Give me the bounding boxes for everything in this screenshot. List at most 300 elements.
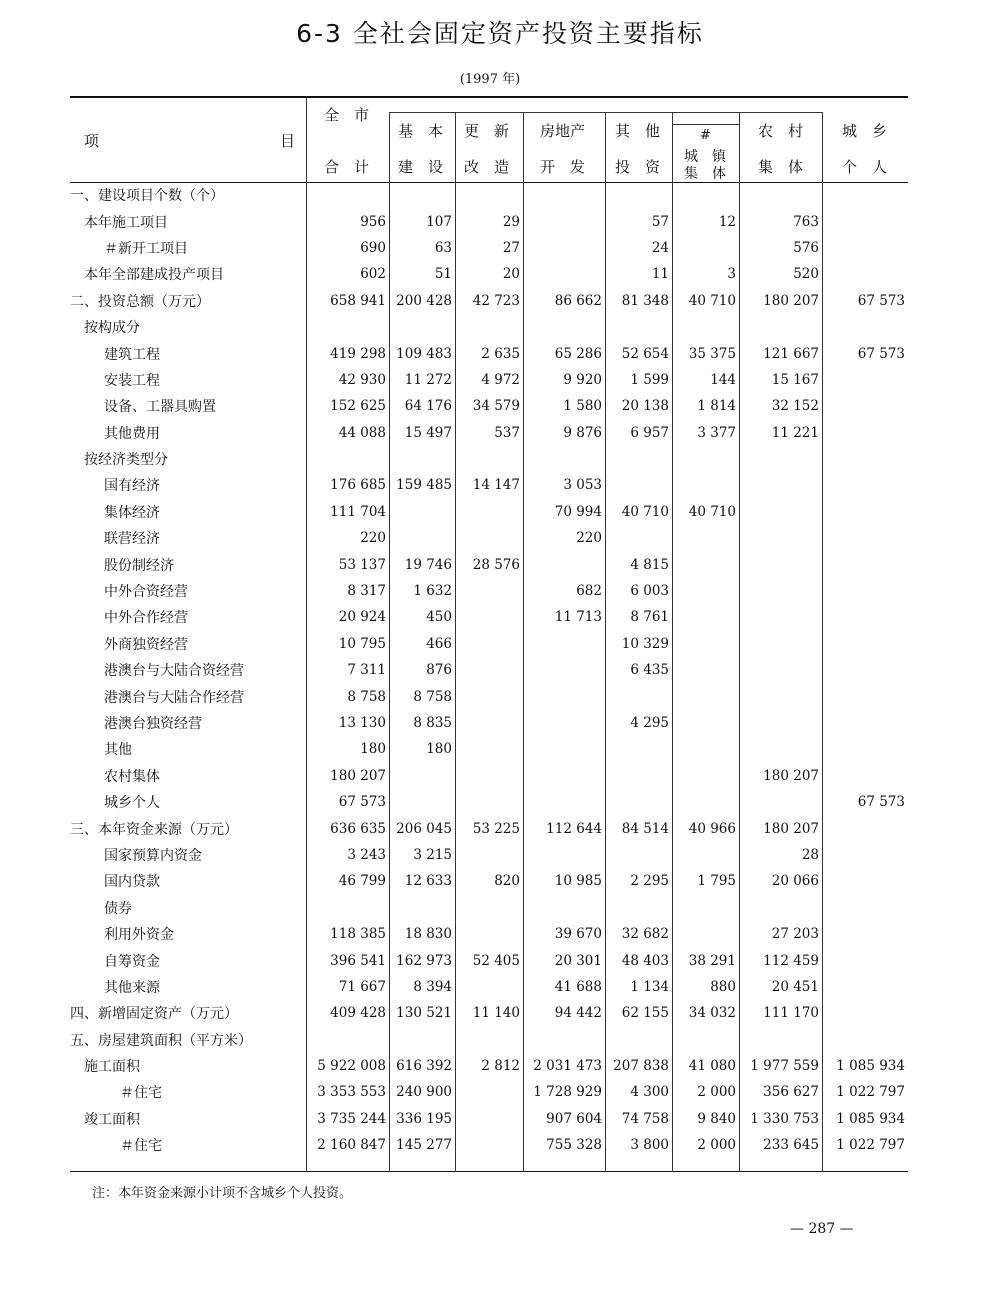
- value-cell: [455, 657, 523, 683]
- value-cell: [739, 446, 822, 472]
- header-urban-mid: 城 镇: [684, 149, 726, 165]
- value-cell: [739, 525, 822, 551]
- value-cell: 9 920: [563, 371, 602, 388]
- row-label: 二、投资总额（万元）: [70, 293, 210, 310]
- value-cell: 8 317: [347, 583, 386, 600]
- value-cell: 64 176: [404, 398, 452, 415]
- value-cell: [739, 578, 822, 604]
- value-cell: [739, 314, 822, 340]
- value-cell: 180 207: [763, 292, 819, 309]
- value-cell: [523, 631, 605, 657]
- value-cell: [822, 710, 908, 736]
- value-cell: [523, 261, 605, 287]
- table-row: [70, 393, 908, 419]
- value-cell: [389, 763, 455, 789]
- value-cell: [523, 235, 605, 261]
- value-cell: [739, 895, 822, 921]
- value-cell: 450: [426, 609, 452, 626]
- value-cell: [523, 446, 605, 472]
- value-cell: 3 215: [413, 846, 452, 863]
- row-label: 按构成分: [84, 320, 140, 337]
- row-label: 自筹资金: [104, 953, 160, 970]
- value-cell: 2 812: [481, 1058, 520, 1075]
- value-cell: 15 167: [771, 371, 819, 388]
- value-cell: [822, 604, 908, 630]
- value-cell: 63: [434, 239, 452, 256]
- table-row: [70, 631, 908, 657]
- value-cell: 86 662: [554, 292, 602, 309]
- value-cell: 1 814: [697, 398, 736, 415]
- value-cell: 200 428: [396, 292, 452, 309]
- row-label: 农村集体: [104, 768, 160, 785]
- table-row: [70, 895, 908, 921]
- value-cell: 94 442: [554, 1005, 602, 1022]
- value-cell: [523, 763, 605, 789]
- table-row: [70, 974, 908, 1000]
- value-cell: 8 761: [630, 609, 669, 626]
- row-label: 港澳台独资经营: [104, 716, 202, 732]
- value-cell: [822, 895, 908, 921]
- value-cell: 907 604: [546, 1110, 602, 1127]
- value-cell: 1 134: [630, 978, 669, 995]
- value-cell: [739, 710, 822, 736]
- value-cell: 876: [426, 662, 452, 679]
- value-cell: 180 207: [330, 767, 386, 784]
- table-row: [70, 683, 908, 709]
- value-cell: 636 635: [330, 820, 386, 837]
- table-row: [70, 842, 908, 868]
- value-cell: 70 994: [554, 503, 602, 520]
- value-cell: 6 435: [630, 662, 669, 679]
- value-cell: 2 295: [630, 873, 669, 890]
- value-cell: [822, 657, 908, 683]
- value-cell: [739, 657, 822, 683]
- value-cell: [389, 314, 455, 340]
- value-cell: 159 485: [396, 477, 452, 494]
- table-row: [70, 340, 908, 366]
- value-cell: [739, 499, 822, 525]
- value-cell: [523, 1027, 605, 1053]
- value-cell: 67 573: [857, 345, 905, 362]
- value-cell: 19 746: [404, 556, 452, 573]
- row-label: 国家预算内资金: [104, 847, 202, 864]
- row-label: 港澳台与大陆合资经营: [104, 663, 244, 680]
- value-cell: [672, 1027, 739, 1053]
- value-cell: 3 377: [697, 424, 736, 441]
- header-total-bottom: 合 计: [324, 158, 370, 176]
- value-cell: [523, 789, 605, 815]
- value-cell: 11 221: [771, 424, 819, 441]
- value-cell: 20 066: [771, 873, 819, 890]
- value-cell: [822, 235, 908, 261]
- value-cell: 111 704: [330, 503, 386, 520]
- value-cell: [672, 182, 739, 208]
- header-indiv-bottom: 个 人: [842, 158, 888, 176]
- value-cell: [455, 1132, 523, 1158]
- value-cell: 11 140: [472, 1005, 520, 1022]
- table-row: [70, 1000, 908, 1026]
- value-cell: 3 243: [347, 846, 386, 863]
- value-cell: 1 632: [413, 583, 452, 600]
- value-cell: 32 682: [621, 926, 669, 943]
- value-cell: [822, 472, 908, 498]
- value-cell: 2 160 847: [317, 1137, 386, 1154]
- value-cell: [605, 446, 672, 472]
- value-cell: [739, 604, 822, 630]
- value-cell: [523, 314, 605, 340]
- value-cell: [455, 446, 523, 472]
- value-cell: [739, 472, 822, 498]
- value-cell: [822, 499, 908, 525]
- value-cell: [605, 789, 672, 815]
- table-row: [70, 182, 908, 208]
- value-cell: 1 977 559: [750, 1058, 819, 1075]
- value-cell: 537: [494, 424, 520, 441]
- value-cell: 67 573: [857, 292, 905, 309]
- table-row: [70, 868, 908, 894]
- value-cell: [523, 895, 605, 921]
- value-cell: [822, 842, 908, 868]
- value-cell: 576: [793, 239, 819, 256]
- value-cell: [389, 446, 455, 472]
- value-cell: [822, 208, 908, 234]
- value-cell: 11 272: [404, 371, 452, 388]
- header-urban-mark: #: [700, 128, 711, 143]
- year-subtitle: (1997 年): [459, 72, 521, 87]
- value-cell: 42 930: [338, 371, 386, 388]
- value-cell: [822, 182, 908, 208]
- value-cell: 4 295: [630, 715, 669, 731]
- value-cell: 34 032: [688, 1005, 736, 1022]
- value-cell: [455, 525, 523, 551]
- value-cell: 35 375: [688, 345, 736, 362]
- value-cell: 1 022 797: [836, 1137, 905, 1154]
- header-renew-bottom: 改 造: [464, 158, 510, 176]
- value-cell: [455, 604, 523, 630]
- value-cell: [822, 921, 908, 947]
- table-row: [70, 261, 908, 287]
- value-cell: [822, 314, 908, 340]
- header-realestate-top: 房地产: [540, 122, 586, 140]
- value-cell: 9 876: [563, 424, 602, 441]
- value-cell: [672, 657, 739, 683]
- value-cell: 1 085 934: [836, 1058, 905, 1075]
- value-cell: [739, 736, 822, 762]
- value-cell: 180: [360, 741, 386, 758]
- value-cell: [739, 631, 822, 657]
- value-cell: 616 392: [396, 1058, 452, 1075]
- value-cell: 240 900: [396, 1084, 452, 1101]
- value-cell: 57: [651, 213, 669, 230]
- value-cell: 67 573: [338, 794, 386, 811]
- value-cell: 880: [710, 978, 736, 995]
- value-cell: 11: [651, 266, 669, 283]
- value-cell: [672, 631, 739, 657]
- row-label: 三、本年资金来源（万元）: [70, 821, 238, 838]
- value-cell: 4 815: [630, 556, 669, 573]
- value-cell: 4 300: [630, 1084, 669, 1101]
- value-cell: [822, 736, 908, 762]
- row-label: ＃住宅: [120, 1138, 162, 1155]
- value-cell: [672, 551, 739, 577]
- row-label: 四、新增固定资产（万元）: [70, 1006, 238, 1023]
- value-cell: [455, 736, 523, 762]
- value-cell: 4 972: [481, 371, 520, 388]
- value-cell: 24: [651, 239, 669, 256]
- value-cell: 10 795: [338, 635, 386, 652]
- value-cell: 180 207: [763, 820, 819, 837]
- value-cell: 176 685: [330, 477, 386, 494]
- value-cell: [672, 235, 739, 261]
- indicator-table: [70, 182, 908, 1158]
- value-cell: 51: [434, 266, 452, 283]
- value-cell: 9 840: [697, 1110, 736, 1127]
- value-cell: 396 541: [330, 952, 386, 969]
- value-cell: 112 459: [763, 952, 819, 969]
- table-row: [70, 1106, 908, 1132]
- value-cell: 220: [576, 530, 602, 547]
- value-cell: [389, 182, 455, 208]
- value-cell: 81 348: [621, 292, 669, 309]
- value-cell: [389, 499, 455, 525]
- value-cell: [523, 551, 605, 577]
- value-cell: 2 031 473: [533, 1058, 602, 1075]
- table-row: [70, 921, 908, 947]
- value-cell: 8 835: [413, 715, 452, 731]
- value-cell: 2 000: [697, 1137, 736, 1154]
- value-cell: 1 728 929: [533, 1084, 602, 1101]
- value-cell: 84 514: [621, 820, 669, 837]
- table-row: [70, 578, 908, 604]
- header-item: 项: [84, 132, 100, 150]
- value-cell: 2 635: [481, 345, 520, 362]
- value-cell: 180 207: [763, 767, 819, 784]
- value-cell: [822, 393, 908, 419]
- value-cell: 42 723: [472, 292, 520, 309]
- value-cell: [455, 974, 523, 1000]
- row-label: ＃住宅: [120, 1085, 162, 1102]
- value-cell: 520: [793, 266, 819, 283]
- header-basic-bottom: 建 设: [398, 158, 444, 176]
- value-cell: 1 795: [697, 873, 736, 890]
- value-cell: 46 799: [338, 873, 386, 890]
- row-label: 股份制经济: [104, 557, 174, 574]
- value-cell: 118 385: [330, 926, 386, 943]
- value-cell: 1 085 934: [836, 1110, 905, 1127]
- value-cell: 690: [360, 239, 386, 256]
- value-cell: 145 277: [396, 1137, 452, 1154]
- header-realestate-bottom: 开 发: [540, 158, 586, 176]
- value-cell: [455, 842, 523, 868]
- value-cell: [822, 261, 908, 287]
- value-cell: 41 080: [688, 1058, 736, 1075]
- table-row: [70, 1027, 908, 1053]
- row-label: 中外合作经营: [104, 610, 188, 627]
- value-cell: 44 088: [338, 424, 386, 441]
- value-cell: 20: [502, 266, 520, 283]
- value-cell: 121 667: [763, 345, 819, 362]
- value-cell: [455, 182, 523, 208]
- table-row: [70, 446, 908, 472]
- value-cell: [739, 1027, 822, 1053]
- value-cell: [605, 736, 672, 762]
- value-cell: 14 147: [472, 477, 520, 494]
- value-cell: [822, 446, 908, 472]
- value-cell: [739, 551, 822, 577]
- value-cell: 956: [360, 213, 386, 230]
- table-row: [70, 657, 908, 683]
- value-cell: [822, 947, 908, 973]
- value-cell: 40 710: [621, 503, 669, 520]
- table-row: [70, 420, 908, 446]
- value-cell: 32 152: [771, 398, 819, 415]
- value-cell: [672, 472, 739, 498]
- row-label: 本年全部建成投产项目: [84, 267, 224, 284]
- value-cell: 763: [793, 213, 819, 230]
- value-cell: 53 137: [338, 556, 386, 573]
- value-cell: [523, 842, 605, 868]
- value-cell: [306, 895, 389, 921]
- value-cell: 220: [360, 530, 386, 547]
- value-cell: [455, 710, 523, 736]
- value-cell: [822, 367, 908, 393]
- value-cell: 3 735 244: [317, 1110, 386, 1127]
- value-cell: [523, 710, 605, 736]
- value-cell: 8 758: [413, 688, 452, 705]
- value-cell: 207 838: [613, 1058, 669, 1075]
- value-cell: 20 451: [771, 978, 819, 995]
- table-row: [70, 472, 908, 498]
- value-cell: [822, 683, 908, 709]
- value-cell: 130 521: [396, 1005, 452, 1022]
- value-cell: 40 966: [688, 820, 736, 837]
- value-cell: [672, 314, 739, 340]
- value-cell: [672, 921, 739, 947]
- subheader-rule: [389, 112, 822, 113]
- value-cell: [389, 895, 455, 921]
- footnote: 注：本年资金来源小计项不含城乡个人投资。: [92, 1186, 353, 1201]
- value-cell: [672, 683, 739, 709]
- value-cell: 1 599: [630, 371, 669, 388]
- value-cell: [822, 815, 908, 841]
- row-label: 国内贷款: [104, 874, 160, 891]
- value-cell: [822, 763, 908, 789]
- header-renew-top: 更 新: [464, 122, 510, 140]
- value-cell: [389, 525, 455, 551]
- value-cell: 2 000: [697, 1084, 736, 1101]
- value-cell: [672, 710, 739, 736]
- value-cell: 38 291: [688, 952, 736, 969]
- value-cell: [822, 525, 908, 551]
- value-cell: [306, 182, 389, 208]
- value-cell: 8 394: [413, 978, 452, 995]
- row-label: 债券: [104, 900, 132, 917]
- value-cell: 48 403: [621, 952, 669, 969]
- value-cell: [523, 208, 605, 234]
- value-cell: 12 633: [404, 873, 452, 890]
- value-cell: [822, 578, 908, 604]
- header-total-top: 全 市: [324, 106, 370, 124]
- table-row: [70, 710, 908, 736]
- value-cell: [523, 736, 605, 762]
- value-cell: 53 225: [472, 820, 520, 837]
- value-cell: 28: [801, 846, 819, 863]
- value-cell: 6 003: [630, 583, 669, 600]
- row-label: 按经济类型分: [84, 452, 168, 469]
- value-cell: [672, 736, 739, 762]
- value-cell: [455, 1027, 523, 1053]
- value-cell: [455, 1106, 523, 1132]
- value-cell: [523, 657, 605, 683]
- value-cell: 109 483: [396, 345, 452, 362]
- value-cell: 466: [426, 635, 452, 652]
- header-other-top: 其 他: [615, 122, 661, 140]
- value-cell: [455, 499, 523, 525]
- table-row: [70, 525, 908, 551]
- value-cell: 1 022 797: [836, 1084, 905, 1101]
- value-cell: [822, 868, 908, 894]
- value-cell: 52 405: [472, 952, 520, 969]
- table-bottom-rule: [70, 1171, 908, 1172]
- value-cell: [822, 1027, 908, 1053]
- value-cell: 5 922 008: [317, 1058, 386, 1075]
- header-item-end: 目: [280, 132, 296, 150]
- value-cell: 658 941: [330, 292, 386, 309]
- value-cell: 107: [426, 213, 452, 230]
- value-cell: [306, 446, 389, 472]
- value-cell: 62 155: [621, 1005, 669, 1022]
- row-label: 安装工程: [104, 372, 160, 389]
- table-row: [70, 499, 908, 525]
- table-row: [70, 1079, 908, 1105]
- value-cell: [822, 1000, 908, 1026]
- table-row: [70, 815, 908, 841]
- value-cell: [605, 525, 672, 551]
- row-label: 竣工面积: [84, 1111, 140, 1128]
- header-basic-top: 基 本: [398, 122, 444, 140]
- value-cell: [455, 789, 523, 815]
- value-cell: 52 654: [621, 345, 669, 362]
- table-row: [70, 235, 908, 261]
- value-cell: [822, 631, 908, 657]
- value-cell: [605, 842, 672, 868]
- value-cell: 336 195: [396, 1110, 452, 1127]
- value-cell: 34 579: [472, 398, 520, 415]
- value-cell: [672, 842, 739, 868]
- row-label: 建筑工程: [104, 346, 160, 363]
- row-label: 其他: [104, 742, 132, 759]
- value-cell: 3 800: [630, 1137, 669, 1154]
- value-cell: [306, 314, 389, 340]
- value-cell: [672, 895, 739, 921]
- value-cell: 12: [718, 213, 736, 230]
- value-cell: 29: [502, 213, 520, 230]
- value-cell: [672, 525, 739, 551]
- table-row: [70, 947, 908, 973]
- table-row: [70, 763, 908, 789]
- value-cell: 111 170: [763, 1005, 819, 1022]
- page-number: — 287 —: [790, 1221, 854, 1237]
- row-label: 一、建设项目个数（个）: [70, 188, 224, 205]
- row-label: 联营经济: [104, 531, 160, 548]
- value-cell: 67 573: [857, 794, 905, 811]
- value-cell: [455, 578, 523, 604]
- top-rule: [70, 96, 908, 98]
- value-cell: 41 688: [554, 978, 602, 995]
- table-row: [70, 789, 908, 815]
- value-cell: [605, 683, 672, 709]
- value-cell: 152 625: [330, 398, 386, 415]
